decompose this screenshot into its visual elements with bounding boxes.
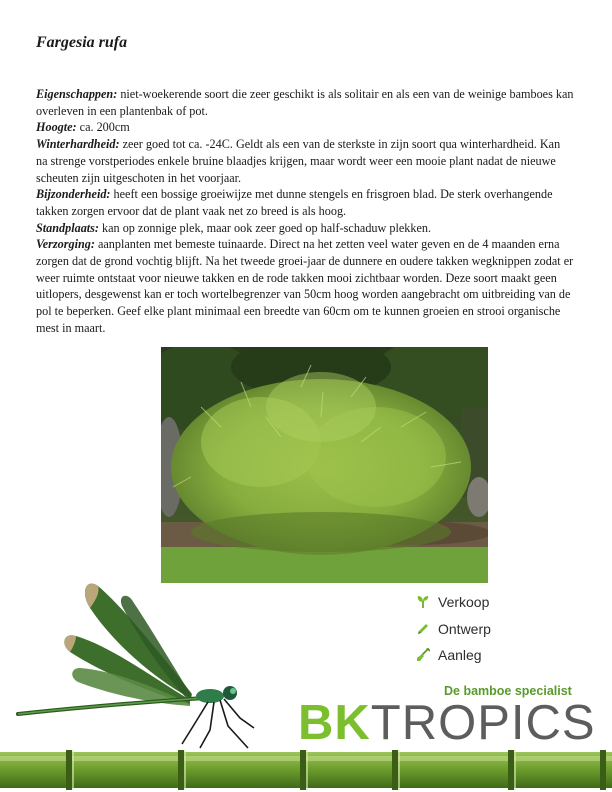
property-value: heeft een bossige groeiwijze met dunne stengels en frisgroen blad. De sterk overhangende takken zorgen ervoor dat de plant vaak net zo breed is als hoog. [36,187,553,218]
property-value: niet-woekerende soort die zeer geschikt is als solitair en als een van de weinige bamboes kan overleven in een plantenbak of pot. [36,87,574,118]
property-winterhardheid [36,136,574,186]
service-label: Verkoop [438,594,490,611]
service-label: Aanleg [438,647,482,664]
sprout-icon [416,595,430,609]
dragonfly-illustration [14,578,270,754]
property-standplaats [36,220,574,237]
service-ontwerp [416,616,491,643]
property-label: Bijzonderheid: [36,187,111,202]
property-eigenschappen [36,86,574,119]
pencil-icon [416,622,430,636]
description-text [36,86,574,337]
property-label: Eigenschappen: [36,87,118,101]
service-aanleg [416,642,491,669]
property-label: Hoogte: [36,120,77,135]
property-value: aanplanten met bemeste tuinaarde. Direct na het zetten veel water geven en de 4 maanden erna zorgen dat de grond vochtig blijft. Na het tweede groei-jaar de dunnere en oudere takken wegknippen zodat er weer ruimte ontstaat voor nieuwe takken en de rode takken mooi zichtbaar worden. Deze soort maakt geen uitlopers, desgewenst kan er toch wortelbegrenzer van 50cm hoog worden aangebracht om uitbreiding van de pol te beperken. Geef elke plant minimaal een breedte van 60cm om te kunnen groeien en strooi organische mest in maart. [36,237,574,335]
service-label: Ontwerp [438,620,491,637]
property-hoogte [36,119,574,136]
property-verzorging [36,236,574,336]
property-label: Verzorging: [36,237,95,252]
property-value: kan op zonnige plek, maar ook zeer goed op half-schaduw plekken. [99,220,431,235]
property-value: ca. 200cm [76,120,130,135]
shovel-icon [416,648,430,662]
brand-tagline: De bamboe specialist [444,684,572,698]
property-label: Standplaats: [36,220,99,235]
page-title: Fargesia rufa [36,34,128,51]
services-list [416,589,491,669]
property-bijzonderheid [36,186,574,219]
logo-bk-text: BK [298,696,371,750]
property-value: zeer goed tot ca. -24C. Geldt als een van de sterkste in zijn soort qua winterhardheid. Kan na strenge vorstperiodes enkele bruine blaadjes krijgen, maar wordt weer een mooie plant nadat de nieuwe scheuten zijn uitgeschoten in het voorjaar. [36,137,561,185]
property-label: Winterhardheid: [36,137,120,152]
bamboo-photo [161,347,488,583]
logo-tropics-text: TROPICS [370,696,596,750]
service-verkoop [416,589,491,616]
